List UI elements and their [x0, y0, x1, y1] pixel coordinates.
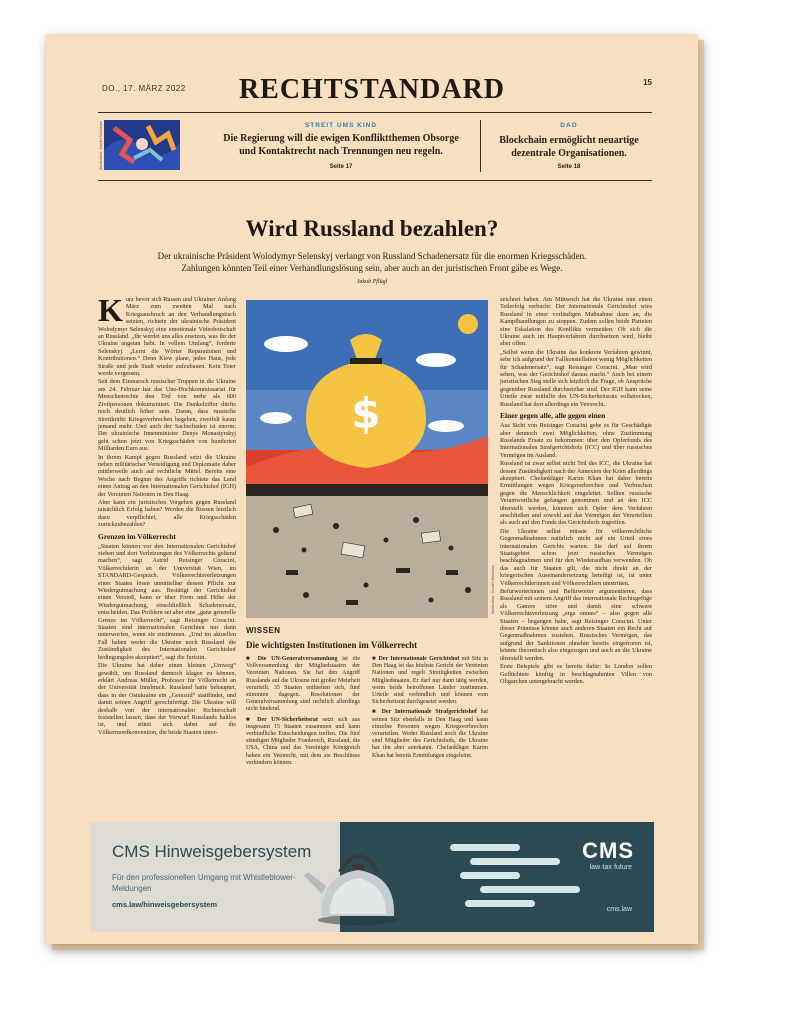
article-author: Jakob Pflügl [356, 279, 388, 285]
wissen-column-2 [372, 656, 488, 816]
ad-title: CMS Hinweisgebersystem [112, 842, 312, 861]
teaser-kicker-1: STREIT UMS KIND [304, 122, 378, 129]
wissen-item: ■ Der Internationale Strafgerichtshof hat seinen Sitz ebenfalls in Den Haag und kann einzelne Personen wegen Kriegsverbrechen verurteilen. Weder Russland noch die Ukraine sind Mitglieder des Gerichtshofs, die Ukraine hat ihn aber anerkannt. Chefankläger Karim Khan hat bereits Ermittlungen eingeleitet. [372, 709, 488, 759]
illustration-credit: Illustration: Daniel Mathews [490, 565, 495, 614]
ad-link[interactable]: cms.law/hinweisgebersystem [112, 900, 218, 909]
svg-text:$: $ [351, 389, 381, 438]
article-column-1 [98, 296, 236, 806]
col1-paragraph-3: In ihrem Kampf gegen Russland setzt die Ukraine neben militärischer Verteidigung und Diplomatie daher mittlerweile auch auf rechtliche Mittel. Bereits eine Woche nach Beginn des Angriffs richtete das Land einen Antrag an den Internationalen Gerichtshof (IGH) der Vereinten Nationen in Den Haag. [98, 453, 236, 498]
kettle-image [300, 836, 410, 926]
article-lead: Der ukrainische Präsident Wolodymyr Selenskyj verlangt von Russland Schadenersatz für die enormen Kriegsschäden. Zahlungen könnten Teil einer Verhandlungslösung sein, aber auch an der juristischen Front gäbe es Wege. [157, 251, 587, 273]
col1-paragraph-5: „Staaten können vor den Internationalen Gerichtshof ziehen und dort Verletzungen des Völkerrechts geltend machen“, sagt Astrid Reisinger Coracini, Völkerrechtlerin an der Universität Wien, im STANDARD-Gespräch. Völkerrechtsverletzungen eines Staates lösen unmittelbar dessen Pflicht zur Wiedergutmachung aus. Bestätigt der Gerichtshof einen Verstoß, kann er über Form und Höhe der Wiedergutmachung, einschließlich Schadenersatz, entscheiden. Das Problem sei aber eine „ganz generelle Grenze im Völkerrecht“, sagt Reisinger Coracini: Staaten sind internationalen Gerichten nur dann unterworfen, wenn sie zustimmen. „Und im aktuellen Fall haben weder die Ukraine noch Russland die Zuständigkeit des Internationalen Gerichtshof bedingungslos akzeptiert“, sagt die Juristin. [98, 542, 236, 661]
col1-paragraph-6: Die Ukraine hat daher einen kleinen „Umweg“ gewählt, um Russland dennoch klagen zu können, erklärt Andreas Müller, Professor für Völkerrecht an der Universität Innsbruck. Russland hatte behauptet, dass in der Ostukraine ein „Genozid“ stattfindet, und damit seinen Angriff gerechtfertigt. Die Ukraine will deshalb von der internationalen Richterschaft feststellen lassen, dass der Vorwurf Russlands haltlos ist, und stützt sich dabei auf die Völkermordkonvention, die beide Staaten unter- [98, 662, 236, 736]
col3-subhead: Einer gegen alle, alle gegen einen [500, 411, 606, 421]
ad-tagline: law·tax·future [589, 864, 632, 871]
teaser-page-1: Seite 17 [329, 164, 353, 170]
col3-paragraph-4: Russland ist zwar selbst nicht Teil des ICC, die Ukraine hat dessen Zuständigkeit nach der Annexion der Krim allerdings akzeptiert. Chefankläger Karim Khan hat daher bereits Ermittlungen wegen Kriegsverbrechen und Verbrechen gegen die Menschlichkeit eingeleitet. Sollten russische Verantwortliche gefangen genommen und an den ICC überstellt werden, könnten sich Opfer dem Verfahren anschließen und sowohl auf das Vermögen der Verurteilten als auch auf den Fonds des Gerichtshofs zugreifen. [500, 460, 652, 527]
teaser-credit: Illustration: Daniel Mathews [98, 121, 103, 170]
col3-paragraph-6: Befürworterinnen und Befürworter argumentieren, dass Russland mit seinem Angriff das internationale Rechtsgefüge als Ganzes störe und damit eine schwere Völkerrechtsverletzung „erga omnes“ – also gegen alle Staaten – begangen habe, sagt Reisinger Coracini. Unter dieser Prämisse könnte auch anderen Staaten ein Recht auf Gegenmaßnahmen zustehen. Russisches Vermögen, das aufgrund der Sanktionen ohnehin bereits eingefroren ist, könnte theoretisch also eingezogen und auch an die Ukraine überstellt werden. [500, 588, 652, 662]
issue-date: DO., 17. MÄRZ 2022 [102, 84, 186, 93]
ad-link-short[interactable]: cms.law [606, 906, 632, 913]
masthead: RECHTSTANDARD [238, 74, 506, 105]
cms-advertisement[interactable] [90, 822, 654, 932]
teaser-rule [98, 180, 652, 181]
col1-paragraph-2: Seit dem Einmarsch russischer Truppen in die Ukraine am 24. Februar hat das Uno-Hochkommissariat für Menschenrechte den Tod von mehr als 600 Zivilpersonen dokumentiert. Die Dunkelziffer dürfte noch deutlich höher sein. Daran, dass russische Streitkräfte Kriegsverbrechen begehen, zweifelt kaum jemand mehr. Und auch der Sachschaden ist enorm: Der ukrainische Innenminister Denys Monastyrskyj geht schon jetzt von Kriegsschäden von hunderten Milliarden Euro aus. [98, 378, 236, 453]
col3-paragraph-7: Erste Beispiele gibt es bereits dafür: In London sollen Geflüchtete künftig in beschlagnahmten Villen von Oligarchen untergebracht werden. [500, 663, 652, 685]
col3-paragraph-2: „Selbst wenn die Ukraine das konkrete Verfahren gewinnt, sehe ich aufgrund der Fallkonstellation wenig Möglichkeiten für Schadenersatz“, sagt Reisinger Coracini. „Man wird sehen, was der Gerichtshof daraus macht.“ Auch bei einem juristischen Sieg stelle sich letztlich die Frage, ob Ansprüche gegenüber Russland durchsetzbar sind. Der IGH kann seine Urteile zwar mithilfe des UN-Sicherheitsrats vollstrecken, Russland hat dort allerdings ein Vetorecht. [500, 348, 652, 408]
page-number: 15 [643, 78, 652, 87]
ad-stripe [460, 872, 520, 879]
col1-subhead: Grenzen im Völkerrecht [98, 531, 176, 541]
article-column-3 [500, 296, 652, 808]
col3-paragraph-1: zeichnet haben. Am Mittwoch hat die Ukraine nun einen Teilerfolg verbucht: Der Internationale Gerichtshof wies Russland in einer vorläufigen Maßnahme dazu an, die Kampfhandlungen zu stoppen. Zudem sollen beide Parteien eine Eskalation des Konflikts vermeiden. Ob sich die Ukraine auch im Hauptverfahren durchsetzen wird, bleibt aber offen. [500, 296, 652, 348]
ad-stripe [470, 858, 560, 865]
col1-paragraph-4: Aber kann ein juristisches Vorgehen gegen Russland tatsächlich Erfolg haben? Werden die Russen letztlich dazu verpflichtet, alle Kriegsschäden zurückzubezahlen? [98, 498, 236, 529]
masthead-rule [98, 112, 652, 113]
cms-logo: CMS [582, 838, 634, 863]
newspaper-page [46, 34, 698, 944]
drop-cap: K [98, 296, 123, 328]
ad-stripe [465, 900, 535, 907]
article-headline: Wird Russland bezahlen? [245, 216, 499, 241]
teaser-illustration [104, 120, 180, 170]
wissen-item: ■ Der Internationale Gerichtshof mit Sitz in Den Haag ist das höchste Gericht der Vereinten Nationen und regelt Streitigkeiten zwischen Mitgliedstaaten. Er darf nur dann tätig werden, wenn beide betroffenen Länder zustimmen. Urteile sind verbindlich und können vom Sicherheitsrat durchgesetzt werden. [372, 656, 488, 706]
ad-stripe [480, 886, 580, 893]
col3-paragraph-5: Die Ukraine selbst müsste für völkerrechtliche Gegenmaßnahmen natürlich nicht auf ein Urteil eines internationalen Gerichts warten. Sie darf auf ihrem Staatsgebiet schon jetzt russisches Vermögen beschlagnahmen und für den Wiederaufbau verwenden. Ob das auch für Staaten gilt, die nicht direkt an der kriegerischen Auseinandersetzung beteiligt ist, ist unter Völkerrechtlerinnen und Völkerrechtlern umstritten. [500, 527, 652, 587]
wissen-column-1 [246, 656, 360, 816]
ad-stripe [450, 844, 520, 851]
teaser-kicker-2: DAO [560, 122, 578, 129]
teaser-text-2[interactable]: Blockchain ermöglicht neuartige dezentrale Organisationen. [499, 135, 639, 159]
wissen-label: WISSEN [246, 626, 281, 635]
teaser-page-2: Seite 18 [557, 164, 581, 170]
wissen-title: Die wichtigsten Institutionen im Völkerrecht [246, 640, 418, 650]
teaser-divider [480, 120, 481, 172]
col1-paragraph-1: urz bevor sich Russen und Ukrainer Anfang März zum zweiten Mal nach Kriegsausbruch an den Verhandlungstisch setzten, richtete der ukrainische Präsident Wolodymyr Selenskyj eine emotionale Videobotschaft an Russland. „Ihr werdet uns alles ersetzen, was ihr der Ukraine angetan habt. In vollem Umfang“, forderte Selenskyj. „Lernt die Wörter Reparationen und Kontributionen.“ Denn Kiew plane, jedes Haus, jede Straße und jede Stadt wieder aufzubauen. Kein Toter werde vergessen. [98, 296, 236, 378]
teaser-text-1[interactable]: Die Regierung will die ewigen Konfliktthemen Obsorge und Kontaktrecht nach Trennungen neu regeln. [223, 133, 459, 157]
wissen-item: ■ Die UN-Generalversammlung ist die Vollversammlung der Mitgliedstaaten der Vereinten Nationen. Sie hat den Angriff Russlands auf die Ukraine mit großer Mehrheit verurteilt. 35 Staaten enthielten sich, fünf stimmten dagegen. Resolutionen der Generalversammlung sind rechtlich allerdings nicht bindend. [246, 656, 360, 713]
article-illustration [246, 300, 488, 618]
wissen-item: ■ Der UN-Sicherheitsrat setzt sich aus insgesamt 15 Staaten zusammen und kann verbindliche Entscheidungen treffen. Die fünf ständigen Mitglieder Frankreich, Russland, die USA, China und das Vereinigte Königreich haben ein Vetorecht, mit dem sie Beschlüsse verhindern können. [246, 716, 360, 766]
ad-subtitle: Für den professionellen Umgang mit Whistleblower-Meldungen [112, 873, 296, 893]
col3-paragraph-3: Aus Sicht von Reisinger Coracini gebe es für Geschädigte aber dennoch zwei Möglichkeiten, ohne Zustimmung Russlands Ersatz zu bekommen: über den Opferfonds des Internationalen Strafgerichtshofs (ICC) und über russisches Vermögen im Ausland. [500, 422, 652, 459]
